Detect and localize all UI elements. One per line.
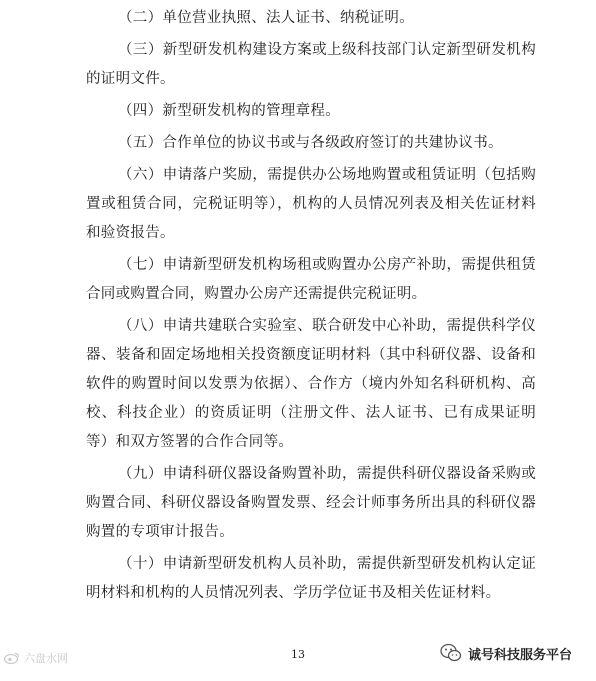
watermark-left-text: 六盘水网	[24, 652, 68, 665]
paragraph-10: （十）申请新型研发机构人员补助，需提供新型研发机构认定证明材料和机构的人员情况列表、学历学位证书及相关佐证材料。	[86, 556, 536, 601]
paragraph-6: （六）申请落户奖励，需提供办公场地购置或租赁证明（包括购置或租赁合同，完税证明等），机构的人员情况列表及相关佐证材料和验资报告。	[86, 167, 536, 241]
watermark-right	[440, 643, 572, 663]
watermark-left	[4, 650, 68, 666]
document-body	[86, 4, 536, 608]
paragraph-8: （八）申请共建联合实验室、联合研发中心补助，需提供科学仪器、装备和固定场地相关投资额度证明材料（其中科研仪器、设备和软件的购置时间以发票为依据）、合作方（境内外知名科研机构、高校、科技企业）的资质证明（注册文件、法人证书、已有成果证明等）和双方签署的合作合同等。	[86, 318, 536, 450]
paragraph-4: （四）新型研发机构的管理章程。	[118, 103, 340, 119]
watermark-right-text: 诚号科技服务平台	[468, 647, 573, 663]
paragraph-7: （七）申请新型研发机构场租或购置办公房产补助，需提供租赁合同或购置合同，购置办公房产还需提供完税证明。	[86, 257, 536, 302]
paragraph-9: （九）申请科研仪器设备购置补助，需提供科研仪器设备采购或购置合同、科研仪器设备购置发票、经会计师事务所出具的科研仪器购置的专项审计报告。	[86, 466, 536, 540]
weibo-icon	[4, 652, 20, 664]
page-number: 13	[291, 648, 305, 661]
paragraph-2: （二）单位营业执照、法人证书、纳税证明。	[118, 10, 414, 26]
wechat-icon	[440, 643, 462, 663]
paragraph-5: （五）合作单位的协议书或与各级政府签订的共建协议书。	[118, 135, 503, 151]
paragraph-3: （三）新型研发机构建设方案或上级科技部门认定新型研发机构的证明文件。	[86, 42, 536, 87]
